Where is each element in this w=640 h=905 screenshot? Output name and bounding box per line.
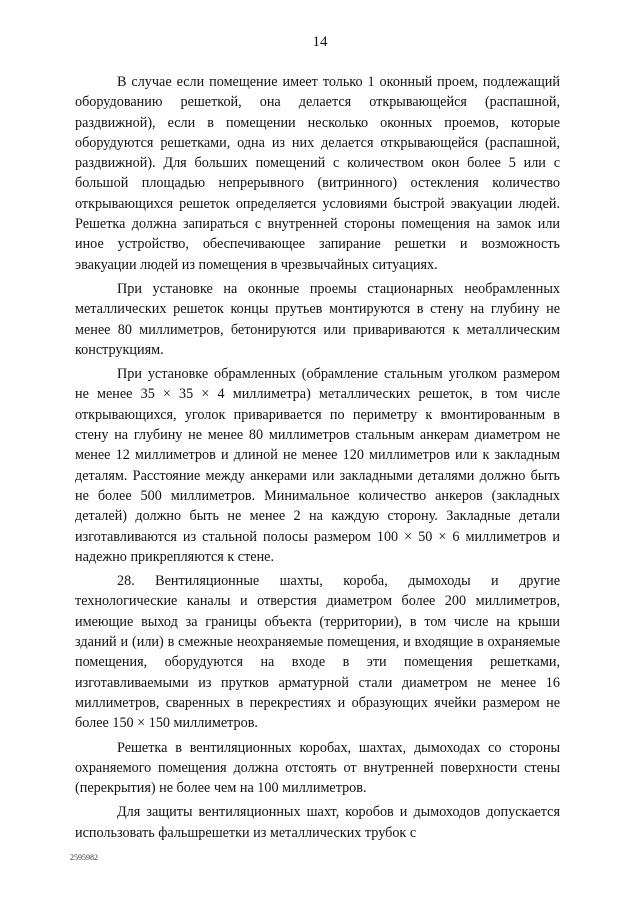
document-id: 2595982 bbox=[70, 853, 98, 862]
document-body bbox=[75, 72, 560, 843]
page-number: 14 bbox=[312, 34, 328, 50]
paragraph-unframed-grille-mounting: При установке на оконные проемы стационарных необрамленных металлических решеток концы прутьев монтируются в стену на глубину не менее 80 миллиметров, бетонируются или привариваются к металлическим конструкциям. bbox=[75, 280, 560, 358]
paragraph-false-grilles: Для защиты вентиляционных шахт, коробов и дымоходов допускается использовать фальшрешетки из металлических трубок с bbox=[75, 804, 560, 841]
paragraph-ventilation-shafts: 28. Вентиляционные шахты, короба, дымоходы и другие технологические каналы и отверстия диаметром более 200 миллиметров, имеющие выход за границы объекта (территории), в том числе на крыши зданий и (или) в смежные неохраняемые помещения, и входящие в охраняемые помещения, оборудуются на входе в эти помещения решетками, изготавливаемыми из прутков арматурной стали диаметром не менее 16 миллиметров, сваренных в перекрестиях и образующих ячейки размером не более 150 × 150 миллиметров. bbox=[75, 573, 560, 732]
paragraph-grille-offset: Решетка в вентиляционных коробах, шахтах, дымоходах со стороны охраняемого помещения должна отстоять от внутренней поверхности стены (перекрытия) не более чем на 100 миллиметров. bbox=[75, 739, 560, 797]
paragraph-framed-grille-mounting: При установке обрамленных (обрамление стальным уголком размером не менее 35 × 35 × 4 миллиметра) металлических решеток, в том числе открывающихся, уголок приваривается по периметру к вмонтированным в стену на глубину не менее 80 миллиметров стальным анкерам диаметром не менее 12 миллиметров и длиной не менее 120 миллиметров или к закладным деталям. Расстояние между анкерами или закладными деталями должно быть не более 500 миллиметров. Минимальное количество анкеров (закладных деталей) должно быть не менее 2 на каждую сторону. Закладные детали изготавливаются из стальной полосы размером 100 × 50 × 6 миллиметров и надежно прикрепляются к стене. bbox=[75, 366, 560, 565]
paragraph-window-grille-opening: В случае если помещение имеет только 1 оконный проем, подлежащий оборудованию решеткой, она делается открывающейся (распашной, раздвижной), если в помещении несколько оконных проемов, которые оборудуются решетками, одна из них делается открывающейся (распашной, раздвижной). Для больших помещений с количеством окон более 5 или с большой площадью непрерывного (витринного) остекления количество открывающихся решеток определяется условиями быстрой эвакуации людей. Решетка должна запираться с внутренней стороны помещения на замок или иное устройство, обеспечивающее запирание решетки и возможность эвакуации людей из помещения в чрезвычайных ситуациях. bbox=[75, 74, 560, 273]
